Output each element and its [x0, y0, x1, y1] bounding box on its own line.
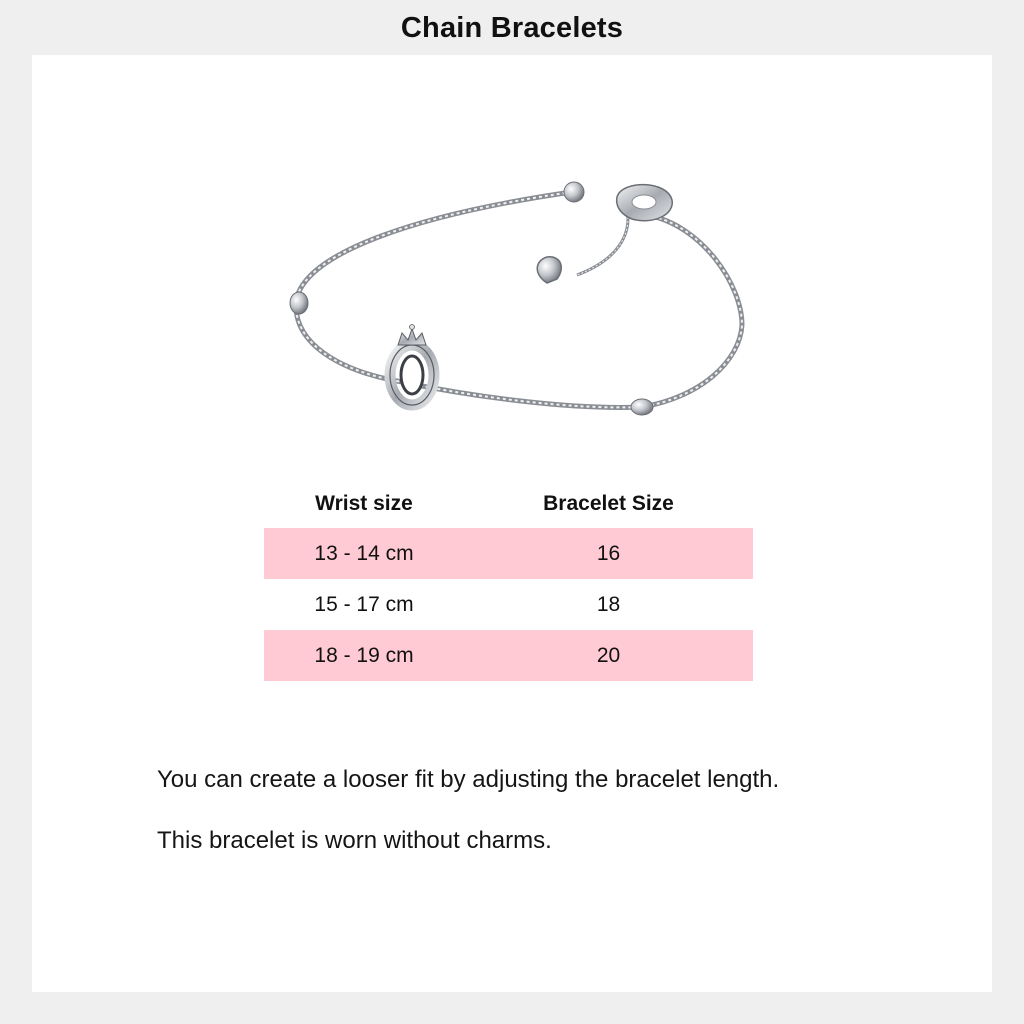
fit-note: You can create a looser fit by adjusting the bracelet length.	[157, 766, 780, 793]
wrist-size-header: Wrist size	[315, 492, 413, 515]
charms-note: This bracelet is worn without charms.	[157, 827, 552, 854]
bracelet-size-cell: 18	[596, 592, 621, 616]
size-table	[264, 480, 753, 681]
table-row	[264, 528, 753, 579]
silver-chain-bracelet-icon	[272, 175, 762, 425]
page-title: Chain Bracelets	[400, 12, 624, 44]
table-header-row	[264, 480, 753, 528]
wrist-size-cell: 15 - 17 cm	[314, 592, 414, 616]
content-card	[32, 55, 992, 992]
table-row	[264, 630, 753, 681]
bracelet-size-cell: 16	[464, 528, 753, 579]
table-row	[264, 579, 753, 630]
wrist-size-cell: 18 - 19 cm	[264, 630, 464, 681]
bracelet-size-header: Bracelet Size	[543, 492, 674, 515]
wrist-size-cell: 13 - 14 cm	[264, 528, 464, 579]
bracelet-size-cell: 20	[464, 630, 753, 681]
